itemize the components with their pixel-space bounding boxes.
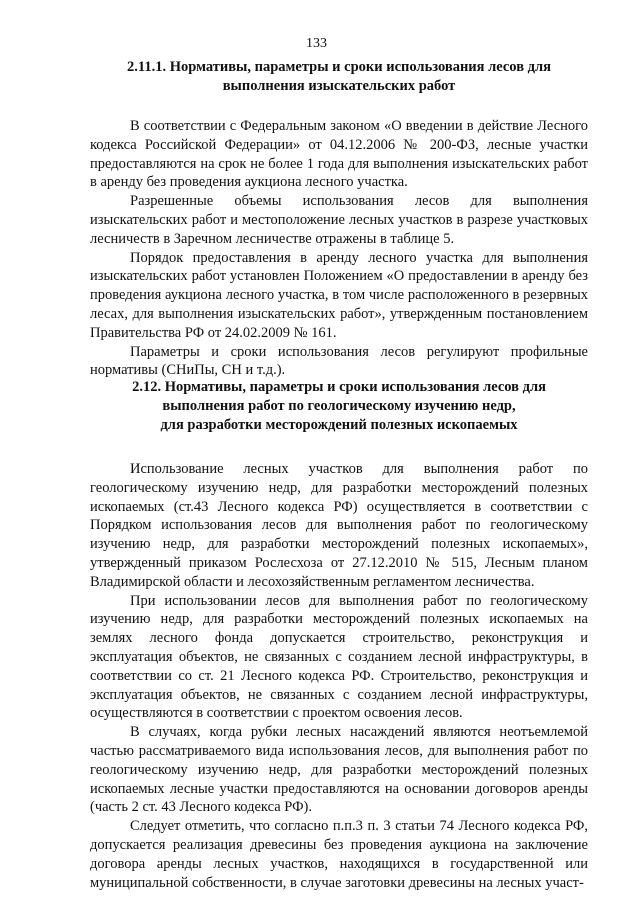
heading-line: 2.12. Нормативы, параметры и сроки использования лесов для bbox=[132, 379, 546, 395]
section-2-11-1 bbox=[90, 58, 588, 380]
paragraph: Использование лесных участков для выполнения работ по геологическому изучению недр, для разработки месторождений полезных ископаемых (ст.43 Лесного кодекса РФ) осуществляется в соответствии с Порядком использования лесов для выполнения работ по геологическому изучению недр, для разработки месторождений полезных ископаемых», утвержденный приказом Рослесхоза от 27.12.2010 № 515, Лесным планом Владимирской области и лесохозяйственным регламентом лесничества. bbox=[90, 461, 588, 590]
paragraph: Следует отметить, что согласно п.п.3 п. 3 статьи 74 Лесного кодекса РФ, допускается реализация древесины без проведения аукциона на заключение договора аренды лесных участков, находящихся в государственной или муниципальной собственности, в случае заготовки древесины на лесных участ- bbox=[90, 818, 588, 891]
paragraph: Порядок предоставления в аренду лесного участка для выполнения изыскательских работ установлен Положением «О предоставлении в аренду без проведения аукциона лесного участка, в том числе расположенного в резервных лесах, для выполнения изыскательских работ», утвержденным постановлением Правительства РФ от 24.02.2009 № 161. bbox=[90, 249, 588, 341]
paragraph: При использовании лесов для выполнения работ по геологическому изучению недр, для разработки месторождений полезных ископаемых на землях лесного фонда допускается строительство, реконструкция и эксплуатация объектов, не связанных с созданием лесной инфраструктуры, в соответствии со ст. 21 Лесного кодекса РФ. Строительство, реконструкция и эксплуатация объектов, не связанных с созданием лесной инфраструктуры, осуществляются в соответствии с проектом освоения лесов. bbox=[90, 592, 588, 722]
heading-line: 2.11.1. Нормативы, параметры и сроки использования лесов для bbox=[127, 59, 551, 75]
heading-line: выполнения изыскательских работ bbox=[222, 78, 456, 94]
section-heading bbox=[90, 58, 588, 96]
paragraph: Параметры и сроки использования лесов регулируют профильные нормативы (СНиПы, СН и т.д.). bbox=[90, 343, 588, 379]
paragraph: В соответствии с Федеральным законом «О введении в действие Лесного кодекса Российской Федерации» от 04.12.2006 № 200-ФЗ, лесные участки предоставляются на срок не более 1 года для выполнения изыскательских работ в аренду без проведения аукциона лесного участка. bbox=[90, 118, 588, 191]
heading-line: выполнения работ по геологическому изучению недр, bbox=[162, 398, 516, 414]
paragraph: В случаях, когда рубки лесных насаждений являются неотъемлемой частью рассматриваемого вида использования лесов, для выполнения работ по геологическому изучению недр, для разработки месторождений полезных ископаемых лесные участки предоставляются на основании договоров аренды (часть 2 ст. 43 Лесного кодекса РФ). bbox=[90, 724, 588, 816]
page-number: 133 bbox=[306, 36, 327, 51]
paragraph: Разрешенные объемы использования лесов для выполнения изыскательских работ и местоположение лесных участков в разрезе участковых лесничеств в Заречном лесничестве отражены в таблице 5. bbox=[90, 193, 588, 247]
section-heading bbox=[90, 378, 588, 435]
section-2-12 bbox=[90, 378, 588, 892]
heading-line: для разработки месторождений полезных ископаемых bbox=[160, 417, 518, 433]
